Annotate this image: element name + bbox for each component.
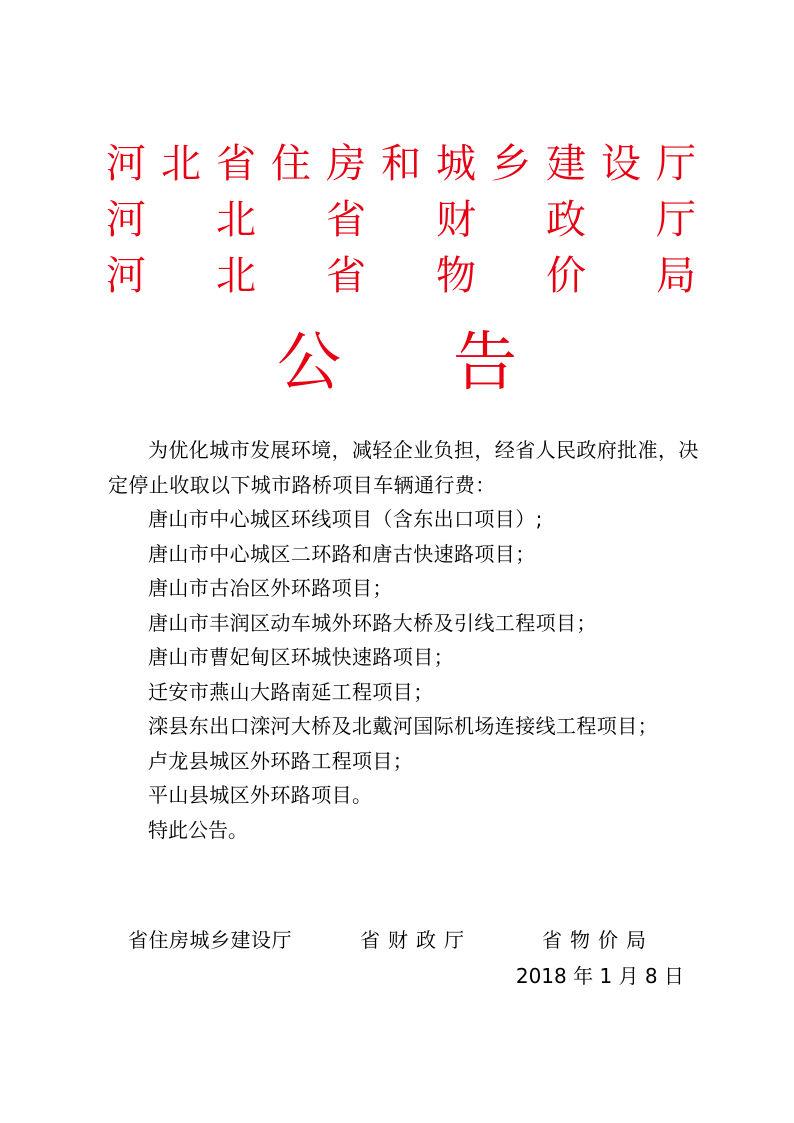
issuer-char: 北 xyxy=(216,253,256,299)
issuer-char: 建 xyxy=(546,141,586,187)
issuer-char: 省 xyxy=(216,141,256,187)
intro-paragraph: 为优化城市发展环境，减轻企业负担，经省人民政府批准，决定停止收取以下城市路桥项目车辆通行费： xyxy=(108,438,699,497)
issuer-char: 财 xyxy=(436,197,476,243)
issuer-char: 省 xyxy=(326,253,366,299)
closing-line: 特此公告。 xyxy=(148,817,248,842)
issuer-char: 乡 xyxy=(491,141,531,187)
issuer-char: 河 xyxy=(106,197,146,243)
list-item: 卢龙县城区外环路工程项目； xyxy=(148,748,414,773)
issuer-char: 和 xyxy=(381,141,421,187)
signature-finance-department: 省财政厅 xyxy=(360,928,472,952)
issuer-char: 价 xyxy=(546,253,586,299)
issuer-char: 省 xyxy=(326,197,366,243)
issuer-char: 物 xyxy=(436,253,476,299)
project-list xyxy=(108,502,708,813)
issuer-char: 厅 xyxy=(656,197,696,243)
issuer-char: 厅 xyxy=(656,141,696,187)
list-item: 平山县城区外环路项目。 xyxy=(148,783,373,807)
issuer-char: 北 xyxy=(216,197,256,243)
list-item: 唐山市曹妃甸区环城快速路项目； xyxy=(148,645,454,669)
signature-housing-department: 省住房城乡建设厅 xyxy=(128,928,292,952)
title-char: 告 xyxy=(453,326,517,400)
issuer-char: 城 xyxy=(436,141,476,187)
issuer-char: 局 xyxy=(656,253,696,299)
list-item: 唐山市丰润区动车城外环路大桥及引线工程项目； xyxy=(148,610,597,635)
issuer-char: 房 xyxy=(326,141,366,187)
announcement-body xyxy=(108,433,708,847)
list-item: 迁安市燕山大路南延工程项目； xyxy=(148,679,434,704)
issuer-char: 住 xyxy=(271,141,311,187)
issue-date: 2018 年 1 月 8 日 xyxy=(515,964,684,988)
issuer-char: 北 xyxy=(161,141,201,187)
issuer-housing-department xyxy=(106,136,696,192)
issuer-finance-department xyxy=(106,192,696,248)
title-char: 公 xyxy=(277,326,341,400)
issuer-char: 河 xyxy=(106,141,146,187)
list-item: 唐山市古冶区外环路项目； xyxy=(148,576,393,600)
issuer-char: 政 xyxy=(546,197,586,243)
issuing-authorities xyxy=(106,136,696,304)
list-item: 唐山市中心城区二环路和唐古快速路项目； xyxy=(148,541,536,566)
issuer-char: 河 xyxy=(106,253,146,299)
issuer-char: 设 xyxy=(601,141,641,187)
list-item: 唐山市中心城区环线项目（含东出口项目）; xyxy=(148,507,543,531)
issuer-price-bureau xyxy=(106,248,696,304)
signature-price-bureau: 省物价局 xyxy=(542,928,654,952)
document-title xyxy=(0,325,794,401)
list-item: 滦县东出口滦河大桥及北戴河国际机场连接线工程项目； xyxy=(148,714,658,738)
